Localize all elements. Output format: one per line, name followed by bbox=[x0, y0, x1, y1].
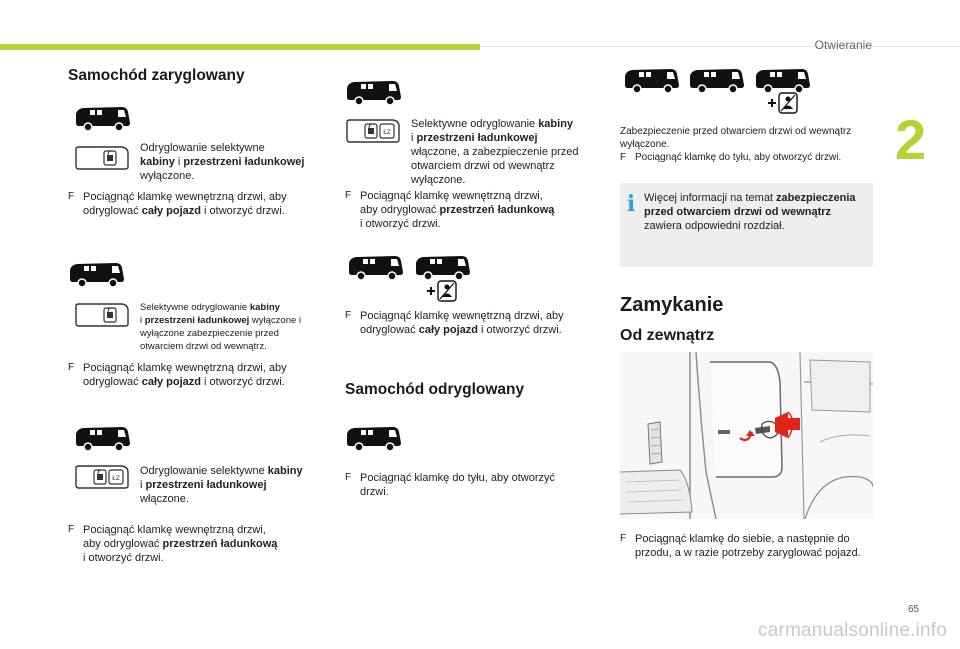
block2-label bbox=[140, 301, 322, 353]
bullet-text: Pociągnąć klamkę wewnętrzną drzwi, bbox=[360, 190, 543, 202]
bullet-text: Pociągnąć klamkę wewnętrzną drzwi, aby odryglować bbox=[360, 310, 564, 336]
label-text: wyłączone i wyłączone zabezpieczenie przed otwarciem drzwi od wewnątrz. bbox=[140, 315, 302, 352]
bullet-text: i otworzyć drzwi. bbox=[201, 376, 285, 388]
door-illustration-svg bbox=[620, 352, 873, 519]
col2-block1-bullet bbox=[345, 189, 595, 231]
label-text: Odryglowanie selektywne bbox=[140, 465, 268, 477]
bullet-bold: cały pojazd bbox=[141, 376, 201, 388]
bullet-text: Pociągnąć klamkę do tyłu, aby otworzyć drzwi. bbox=[635, 152, 842, 163]
bullet-text: i otworzyć drzwi. bbox=[360, 218, 441, 230]
van-icon bbox=[347, 255, 405, 281]
section-title-unlocked: Samochód odryglowany bbox=[345, 381, 525, 398]
bullet-text: Pociągnąć klamkę do siebie, a następnie do przodu, a w razie potrzeby zaryglować pojazd. bbox=[635, 533, 861, 559]
unlock-panel-icon bbox=[74, 464, 130, 495]
label-bold-cab: kabiny bbox=[140, 156, 175, 168]
label-bold-cab: kabiny bbox=[267, 465, 303, 477]
bullet-marker: F bbox=[345, 310, 352, 321]
bullet-text: Pociągnąć klamkę do tyłu, aby otworzyć drzwi. bbox=[360, 472, 556, 498]
running-head: Otwieranie bbox=[814, 38, 872, 52]
info-text-bold: zabezpieczenia przed otwarciem drzwi od wewnątrz bbox=[644, 192, 856, 218]
bullet-text: Pociągnąć klamkę wewnętrzną drzwi, aby odryglować bbox=[83, 191, 287, 217]
bullet-marker: F bbox=[345, 190, 352, 201]
label-text: włączone, a zabezpieczenie przed otwarciem drzwi od wewnątrz wyłączone. bbox=[411, 146, 579, 186]
bullet-text: i otworzyć drzwi. bbox=[83, 552, 164, 564]
bullet-bold: cały pojazd bbox=[418, 324, 478, 336]
van-icon bbox=[68, 262, 126, 288]
block2-bullet bbox=[68, 361, 318, 389]
van-icon bbox=[623, 68, 681, 94]
col3-bullet bbox=[620, 151, 878, 164]
unlock-panel-icon bbox=[74, 302, 130, 333]
bullet-text: Pociągnąć klamkę wewnętrzną drzwi, bbox=[83, 524, 266, 536]
bullet-marker: F bbox=[620, 533, 627, 544]
info-text-part: Więcej informacji na temat bbox=[644, 192, 777, 204]
unlock-panel-icon bbox=[345, 118, 401, 149]
child-lock-icon bbox=[766, 92, 800, 119]
col2-block2-bullet bbox=[345, 309, 595, 337]
col2-block3-bullet bbox=[345, 471, 585, 499]
block3-label bbox=[140, 464, 325, 506]
lock-panel-svg bbox=[345, 118, 401, 144]
label-bold-cab: kabiny bbox=[249, 302, 280, 313]
section-title-locked: Samochód zaryglowany bbox=[68, 67, 245, 84]
van-icon bbox=[345, 426, 403, 452]
info-text bbox=[644, 191, 864, 233]
watermark: carmanualsonline.info bbox=[758, 620, 948, 641]
bullet-bold: przestrzeń ładunkową bbox=[162, 538, 278, 550]
label-text: Odryglowanie selektywne bbox=[140, 142, 265, 154]
van-icon bbox=[754, 68, 812, 94]
info-text-part: zawiera odpowiedni rozdział. bbox=[644, 220, 785, 232]
info-box bbox=[620, 183, 873, 267]
bullet-text: aby odryglować bbox=[360, 204, 440, 216]
van-icon bbox=[345, 80, 403, 106]
chapter-number: 2 bbox=[895, 108, 927, 171]
lock-panel-svg bbox=[74, 464, 130, 490]
label-text: Selektywne odryglowanie bbox=[140, 302, 250, 313]
svg-text:ŁZ: ŁZ bbox=[383, 129, 391, 136]
bullet-marker: F bbox=[345, 472, 352, 483]
label-text: wyłączone. bbox=[140, 170, 195, 182]
bullet-marker: F bbox=[68, 524, 75, 535]
label-text: i bbox=[140, 479, 146, 491]
closing-bullet bbox=[620, 532, 870, 560]
child-lock-svg bbox=[425, 280, 459, 302]
bullet-marker: F bbox=[620, 152, 627, 163]
label-text: i bbox=[140, 315, 145, 326]
label-bold-cab: kabiny bbox=[538, 118, 574, 130]
page-number: 65 bbox=[908, 604, 920, 615]
label-bold-cargo: przestrzeni ładunkowej bbox=[145, 479, 267, 491]
bullet-text: Pociągnąć klamkę wewnętrzną drzwi, aby odryglować bbox=[83, 362, 287, 388]
bullet-marker: F bbox=[68, 362, 75, 373]
lock-panel-svg bbox=[74, 145, 130, 171]
label-text: Selektywne odryglowanie bbox=[411, 118, 539, 130]
door-handle-illustration bbox=[620, 352, 873, 519]
lock-panel-svg bbox=[74, 302, 130, 328]
block3-bullet bbox=[68, 523, 318, 565]
info-icon: i bbox=[626, 191, 636, 217]
bullet-text: aby odryglować bbox=[83, 538, 163, 550]
bullet-text: i otworzyć drzwi. bbox=[201, 205, 285, 217]
bullet-text: i otworzyć drzwi. bbox=[478, 324, 562, 336]
subheading-from-outside: Od zewnątrz bbox=[620, 327, 715, 344]
label-bold-cargo: przestrzeni ładunkowej bbox=[183, 156, 305, 168]
col2-block1-label bbox=[411, 117, 601, 187]
label-bold-cargo: przestrzeni ładunkowej bbox=[416, 132, 538, 144]
bullet-marker: F bbox=[68, 191, 75, 202]
unlock-panel-icon bbox=[74, 145, 130, 176]
bullet-bold: przestrzeń ładunkową bbox=[439, 204, 555, 216]
label-text: i bbox=[174, 156, 184, 168]
van-icon bbox=[688, 68, 746, 94]
bullet-bold: cały pojazd bbox=[141, 205, 201, 217]
block1-label bbox=[140, 141, 310, 183]
van-icon bbox=[74, 106, 132, 132]
header-rule bbox=[480, 46, 960, 47]
child-lock-svg bbox=[766, 92, 800, 114]
block1-bullet bbox=[68, 190, 318, 218]
header-accent-bar bbox=[0, 44, 480, 50]
label-text: włączone. bbox=[140, 493, 189, 505]
child-lock-icon bbox=[425, 280, 459, 307]
van-icon bbox=[74, 426, 132, 452]
label-text: i bbox=[411, 132, 417, 144]
van-icon bbox=[414, 255, 472, 281]
heading-closing: Zamykanie bbox=[620, 294, 724, 316]
label-bold-cargo: przestrzeni ładunkowej bbox=[144, 315, 250, 326]
col3-caption: Zabezpieczenie przed otwarciem drzwi od wewnątrz wyłączone. bbox=[620, 126, 852, 150]
svg-text:ŁZ: ŁZ bbox=[112, 475, 120, 482]
